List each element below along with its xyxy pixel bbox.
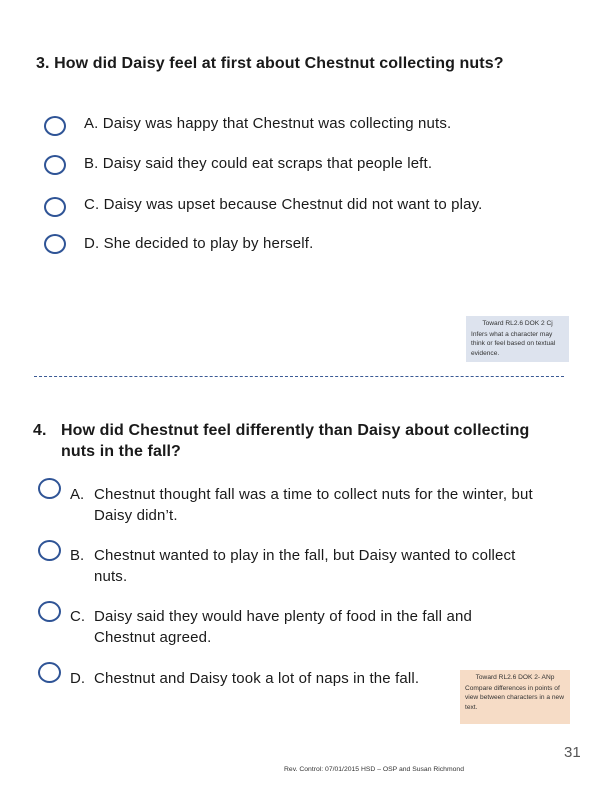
q3-option-c-radio[interactable] <box>44 197 66 217</box>
q3-standard-code: Toward RL2.6 DOK 2 Cj <box>482 320 553 327</box>
q4-option-c-line1: Daisy said they would have plenty of food in the fall and <box>94 608 472 625</box>
q4-option-b-line1: Chestnut wanted to play in the fall, but Daisy wanted to collect <box>94 547 516 564</box>
q3-option-a-label: A. Daisy was happy that Chestnut was collecting nuts. <box>84 115 452 132</box>
q4-option-b-letter: B. <box>70 547 85 564</box>
q4-option-d-radio[interactable] <box>38 662 61 683</box>
question-4-title-line1: How did Chestnut feel differently than Daisy about collecting <box>61 422 530 439</box>
footer-revision: Rev. Control: 07/01/2015 HSD – OSP and Susan Richmond <box>284 766 464 773</box>
q3-option-a-radio[interactable] <box>44 116 66 136</box>
q4-standard-code: Toward RL2.6 DOK 2- ANp <box>475 674 555 681</box>
q3-option-b-label: B. Daisy said they could eat scraps that people left. <box>84 155 433 172</box>
q3-standard-box <box>466 316 569 362</box>
q3-option-c-label: C. Daisy was upset because Chestnut did not want to play. <box>84 196 483 213</box>
page-number: 31 <box>564 744 581 761</box>
q4-option-d-line1: Chestnut and Daisy took a lot of naps in the fall. <box>94 670 420 687</box>
q4-option-d-letter: D. <box>70 670 85 687</box>
q4-option-a-line1: Chestnut thought fall was a time to collect nuts for the winter, but <box>94 486 533 503</box>
section-divider <box>34 376 564 377</box>
question-3-title: 3. How did Daisy feel at first about Chestnut collecting nuts? <box>36 55 504 72</box>
question-4-number: 4. <box>33 422 47 439</box>
q3-option-d-radio[interactable] <box>44 234 66 254</box>
q4-standard-desc: Compare differences in points of view between characters in a new text. <box>465 684 564 711</box>
q3-standard-desc: Infers what a character may think or feel based on textual evidence. <box>471 330 556 357</box>
q4-option-c-line2: Chestnut agreed. <box>94 629 212 646</box>
q4-option-b-line2: nuts. <box>94 568 128 585</box>
q3-option-d-label: D. She decided to play by herself. <box>84 235 314 252</box>
q4-option-c-letter: C. <box>70 608 85 625</box>
q4-option-b-radio[interactable] <box>38 540 61 561</box>
q4-option-a-line2: Daisy didn’t. <box>94 507 178 524</box>
q4-option-a-letter: A. <box>70 486 85 503</box>
question-4-title-line2: nuts in the fall? <box>61 443 181 460</box>
q4-standard-box <box>460 670 570 724</box>
q4-option-c-radio[interactable] <box>38 601 61 622</box>
q4-option-a-radio[interactable] <box>38 478 61 499</box>
q3-option-b-radio[interactable] <box>44 155 66 175</box>
